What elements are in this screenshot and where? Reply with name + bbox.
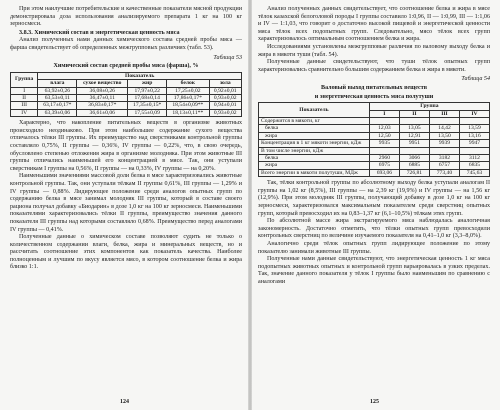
table-cell: 13,59	[459, 125, 489, 132]
group-cell: II	[11, 94, 38, 101]
column-header: зола	[209, 80, 242, 87]
table-title: Химический состав средней пробы мяса (фарша), %	[53, 63, 199, 70]
group-header: Группа	[369, 103, 489, 110]
table-cell	[369, 117, 399, 124]
table-row	[11, 109, 242, 116]
table-row	[259, 154, 490, 161]
section-heading: 3.8.3. Химический состав и энергетическая ценность мяса	[19, 29, 180, 36]
row-label: Концентрация в 1 кг мякоти энергии, кДж	[259, 140, 370, 147]
row-label: Содержится в мякоти, кг	[259, 117, 370, 124]
table-cell: 3066	[399, 154, 429, 161]
table-cell: 13,16	[459, 132, 489, 139]
indicator-header: Показатель	[259, 103, 370, 118]
paragraph: Анализ полученных данных свидетельствует, что соотношение белка и жира в мясе тёлок казахской белоголовой породы I группы составило 1:0,96, II — 1:0,99, III — 1:1,06 и IV — 1:1,03, что говорит о достаточно высокой пищевой и энергетической ценности мяса тёлок всех подопытных групп. Следовательно, мясо тёлок всех групп характеризовалось оптимальным соотношением белка и жира.	[258, 6, 490, 43]
chemical-composition-table	[10, 72, 242, 117]
table-cell: 17,55±0,09	[128, 109, 167, 116]
table-cell	[459, 147, 489, 154]
table-cell: 9947	[459, 140, 489, 147]
paragraph: Анализ полученных нами данных химического состава средней пробы мяса — фарша свидетельствует об определенных межгрупповых различиях (табл. 53).	[10, 37, 242, 51]
table-cell: 3182	[429, 154, 459, 161]
group-cell: III	[11, 102, 38, 109]
paragraph: Исследованиями установлены межгрупповые различия по валовому выходу белка и жира в мякоти туши (табл. 54).	[258, 43, 490, 58]
table-cell: 36,08±0,26	[77, 87, 128, 94]
paragraph: Полученные данные о химическом составе позволяют судить не только о количественном содержании влаги, белка, жира и минеральных веществ, но и рассчитать соотношение этих компонентов как показатель качества. Наиболее полноценным и лучшим по вкусу является мясо, в котором соотношение белка и жира близко 1:1.	[10, 234, 242, 271]
table-cell: 9935	[369, 140, 399, 147]
table-cell: 6885	[399, 162, 429, 169]
table-cell: 18,54±0,09**	[167, 102, 209, 109]
table-cell: 6975	[369, 162, 399, 169]
table-cell: 693,06	[369, 169, 399, 176]
table-row	[259, 117, 490, 124]
table-cell	[429, 147, 459, 154]
paragraph: Так, тёлки контрольной группы по абсолютному выходу белка уступали аналогам II группы на 1,02 кг (8,5%), III группы — на 2,39 кг (19,9%) и IV группы — на 1,56 кг (12,9%). При этом молодняк III группы, получающий добавку в дозе 1,0 кг на 100 кг зерносмеси, характеризовался максимальным показателем среди сверстниц опытных групп, который превосходил их на 0,83–1,37 кг (6,1–10,5%) тёлкам этих групп.	[258, 180, 490, 217]
table-cell: 726,81	[399, 169, 429, 176]
column-header: сухое вещество	[77, 80, 128, 87]
table-cell: 36,47±0,11	[77, 94, 128, 101]
paragraph: При этом наилучшие потребительские и качественные показатели мясной продукции демонстрировала доза использования анализируемого препарата 1 кг на 100 кг зерносмеси.	[10, 6, 242, 28]
paragraph: Характерно, что накопление питательных веществ в организме животных происходило неодинаково. При этом наибольшее содержание сухого вещества отличалось тёлки III группы. Их преимущество над сверстниками контрольной группы составляло 0,75%, II группы — 0,36%, IV группы — 0,22%, что, в свою очередь, обусловлено степенью отложения жира в организме молодняка. При этом животные III группы отличались наименьшей его концентрацией в мясе. Так, они уступали сверстникам I группы на 0,56%, II группы — на 0,33%, IV группы — на 0,20%.	[10, 120, 242, 172]
table-cell: 12,03	[369, 125, 399, 132]
table-header-row	[11, 72, 242, 79]
table-row	[259, 125, 490, 132]
table-cell: 6757	[429, 162, 459, 169]
column-header: жир	[128, 80, 167, 87]
table-cell	[399, 117, 429, 124]
indicator-header: Показатель	[38, 72, 242, 79]
table-row	[11, 102, 242, 109]
nutrient-output-table	[258, 102, 490, 177]
table-cell: 63,39±0,06	[38, 109, 77, 116]
group-cell: IV	[11, 109, 38, 116]
table-header-row	[11, 80, 242, 87]
table-cell: 63,92±0,26	[38, 87, 77, 94]
table-cell: 13,05	[399, 125, 429, 132]
row-label: белка	[259, 154, 370, 161]
group-cell: I	[11, 87, 38, 94]
table-cell: 14,42	[429, 125, 459, 132]
table-cell: 18,13±0,11**	[167, 109, 209, 116]
column-header: белок	[167, 80, 209, 87]
table-row	[11, 94, 242, 101]
column-header: влага	[38, 80, 77, 87]
table-header-row	[259, 103, 490, 110]
table-cell: 0,94±0,01	[209, 102, 242, 109]
paragraph: Полученные данные свидетельствуют, что туши тёлок опытных групп характеризовались сравнительно большим содержанием белка и жира в мякоти.	[258, 59, 490, 73]
row-label: белка	[259, 125, 370, 132]
page-number: 125	[370, 399, 379, 406]
table-row	[259, 140, 490, 147]
table-cell: 9951	[399, 140, 429, 147]
table-row	[11, 87, 242, 94]
table-cell: 0,92±0,01	[209, 87, 242, 94]
table-row	[259, 169, 490, 176]
column-header: IV	[459, 110, 489, 117]
table-cell: 17,86±0,17*	[167, 94, 209, 101]
table-cell: 63,53±0,11	[38, 94, 77, 101]
table-cell: 0,93±0,02	[209, 94, 242, 101]
table-title: Валовый выход питательных веществ	[321, 84, 427, 91]
table-cell: 17,25±0,02	[167, 87, 209, 94]
table-title: и энергетическая ценность мяса полутуши	[314, 93, 434, 100]
column-header: II	[399, 110, 429, 117]
page-number: 124	[120, 399, 129, 406]
table-cell: 13,50	[429, 132, 459, 139]
paragraph: Полученные нами данные свидетельствуют, что энергетическая ценность 1 кг мяса подопытных животных опытных и контрольной групп варьировалась в узких пределах. Так, значение данного показателя у тёлок I группы было наименьшим по сравнению с аналогами	[258, 256, 490, 285]
table-cell	[429, 117, 459, 124]
table-cell: 773,40	[429, 169, 459, 176]
table-cell: 17,97±0,22	[128, 87, 167, 94]
table-cell: 6835	[459, 162, 489, 169]
row-label: жира	[259, 132, 370, 139]
table-cell: 3112	[459, 154, 489, 161]
table-cell: 2960	[369, 154, 399, 161]
table-row	[259, 132, 490, 139]
row-label: жира	[259, 162, 370, 169]
table-row	[259, 162, 490, 169]
table-cell: 36,61±0,06	[77, 109, 128, 116]
table-cell	[369, 147, 399, 154]
table-cell: 17,35±0,15*	[128, 102, 167, 109]
right-page	[250, 0, 500, 410]
group-header: Группа	[11, 72, 38, 87]
table-cell: 12,91	[399, 132, 429, 139]
table-cell	[459, 117, 489, 124]
row-label: Всего энергии в мякоти полутуши, МДж	[259, 169, 370, 176]
table-cell: 9939	[429, 140, 459, 147]
table-cell: 63,17±0,17*	[38, 102, 77, 109]
table-cell: 745,63	[459, 169, 489, 176]
row-label: В том числе энергии, кДж	[259, 147, 370, 154]
table-caption: Таблица 54	[461, 76, 490, 83]
table-cell: 12,50	[369, 132, 399, 139]
table-cell: 17,68±0,14	[128, 94, 167, 101]
column-header: I	[369, 110, 399, 117]
table-cell: 36,83±0,17*	[77, 102, 128, 109]
table-caption: Таблица 53	[213, 54, 242, 61]
column-header: III	[429, 110, 459, 117]
paragraph: Аналогично среди тёлок опытных групп лидирующее положение по этому показателю занимали животные III группы.	[258, 240, 490, 255]
table-cell	[399, 147, 429, 154]
paragraph: Наименьшими значениями массовой доли белка в мясе характеризовались животные контрольной группы. Так, они уступали тёлкам II группы 0,61%, III группы — 1,29% и IV группы — 0,88%. Лидирующее положение среди аналогов опытных групп по содержанию белка в мясе занимал молодняк III группы, который в составе своего рациона получал добавку «Биодарин» в дозе 1,0 кг на 100 кг зерносмеси. Наименьшими показателями характеризовались тёлки II группы, преимущество значения данного показателя III группы над которыми составляло 0,68%. Преимущество перед аналогами IV группы — 0,41%.	[10, 173, 242, 233]
table-row	[259, 147, 490, 154]
paragraph: По абсолютной массе жира экстрагируемого мяса наблюдалась аналогичная закономерность. Достаточно отметить, что тёлки опытных групп превосходили контрольных сверстниц по величине изучаемого показателя на 0,41–1,0 кг (3,3–8,0%).	[258, 218, 490, 240]
table-cell: 0,93±0,02	[209, 109, 242, 116]
